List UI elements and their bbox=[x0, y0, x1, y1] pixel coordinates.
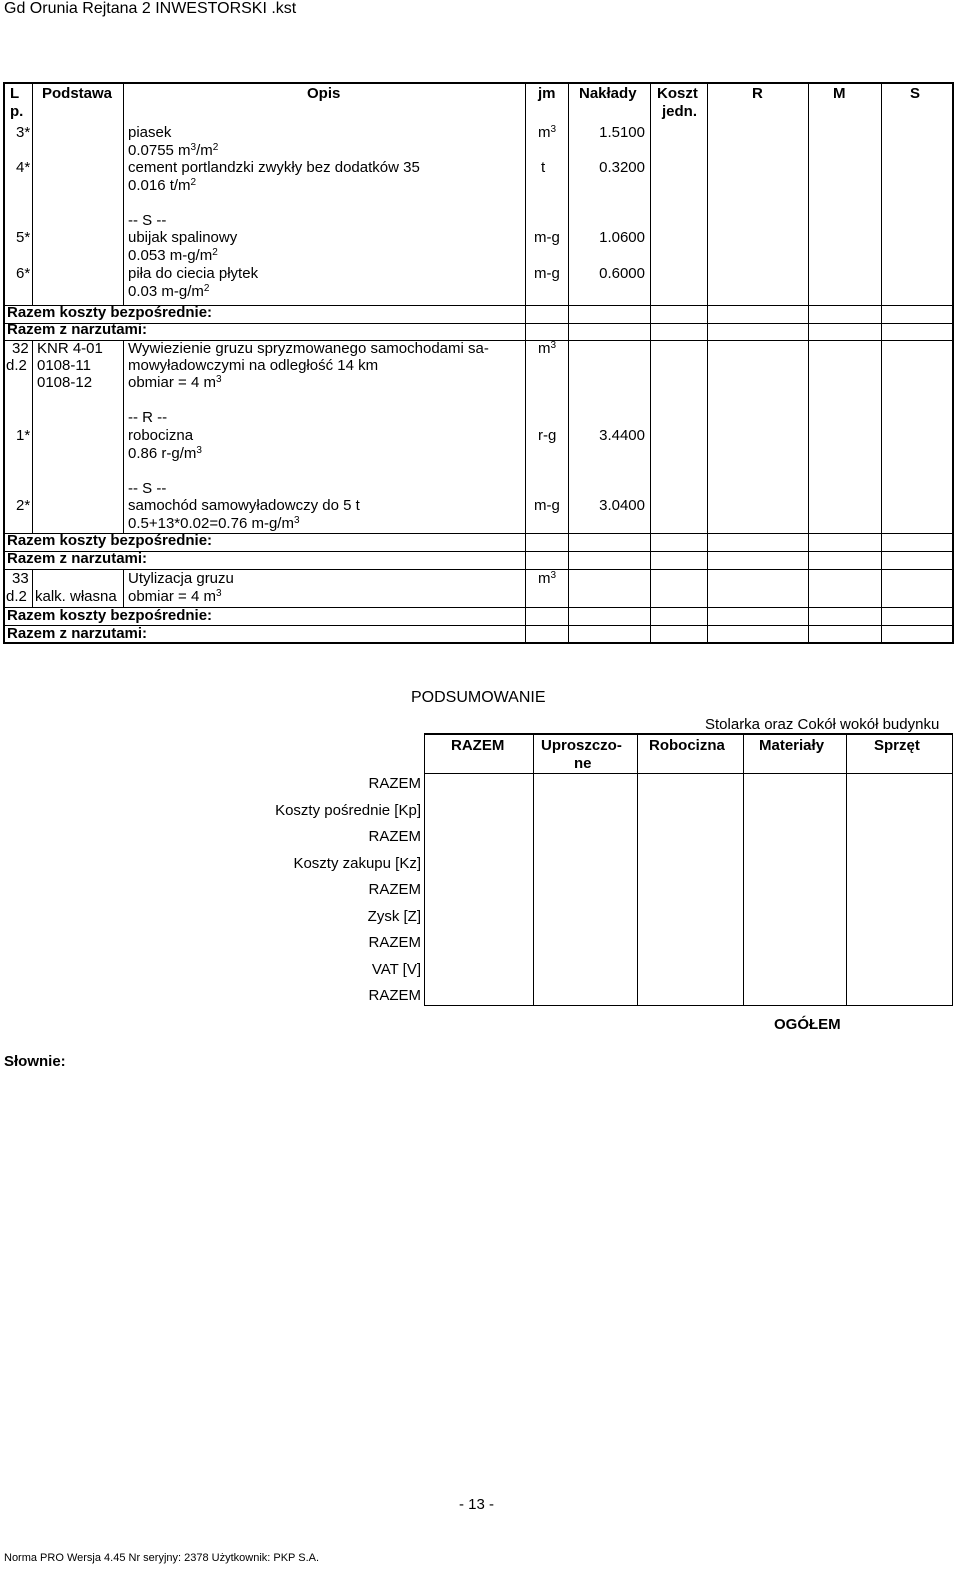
summary-label-razem: RAZEM bbox=[368, 987, 421, 1004]
row-lp: 1* bbox=[16, 427, 31, 444]
razem-z-narzutami: Razem z narzutami: bbox=[7, 625, 148, 642]
position-obmiar: obmiar = 4 $m^3$ bbox=[128, 588, 222, 605]
row-jm: r-g bbox=[538, 427, 557, 444]
razem-koszty-bezposrednie: Razem koszty bezpośrednie: bbox=[7, 607, 213, 624]
header-opis: Opis bbox=[307, 85, 341, 102]
position-obmiar: obmiar = 4 $m^3$ bbox=[128, 374, 222, 391]
row-lp: 2* bbox=[16, 497, 31, 514]
row-naklady: 1.5100 bbox=[599, 124, 645, 141]
position-jm: $m^3$ bbox=[538, 340, 557, 357]
document-title: Gd Orunia Rejtana 2 INWESTORSKI .kst bbox=[4, 0, 297, 17]
row-opis: robocizna bbox=[128, 427, 194, 444]
position-podstawa: 0108-11 bbox=[37, 357, 91, 374]
row-jm: $m^3$ bbox=[538, 124, 557, 141]
row-formula: 0.5+13*0.02=0.76 $m-g/m^3$ bbox=[128, 515, 300, 532]
summary-col-uproszczone-2: ne bbox=[574, 755, 592, 772]
summary-col-materialy: Materiały bbox=[759, 737, 825, 754]
page-number: - 13 - bbox=[459, 1496, 495, 1513]
row-formula: 0.016 $t/m^2$ bbox=[128, 177, 197, 194]
header-r: R bbox=[752, 85, 763, 102]
razem-z-narzutami: Razem z narzutami: bbox=[7, 321, 148, 338]
row-opis: samochód samowyładowczy do 5 t bbox=[128, 497, 360, 514]
row-formula: 0.86 $r-g/m^3$ bbox=[128, 445, 202, 462]
row-naklady: 3.4400 bbox=[599, 427, 645, 444]
row-lp: 5* bbox=[16, 229, 31, 246]
summary-ogolem: OGÓŁEM bbox=[774, 1016, 841, 1033]
header-koszt-2: jedn. bbox=[662, 103, 698, 120]
position-opis: Wywiezienie gruzu spryzmowanego samochodami sa- bbox=[128, 340, 489, 357]
header-jm: jm bbox=[538, 85, 556, 102]
header-podstawa: Podstawa bbox=[42, 85, 113, 102]
summary-label-razem: RAZEM bbox=[368, 934, 421, 951]
razem-koszty-bezposrednie: Razem koszty bezpośrednie: bbox=[7, 532, 213, 549]
summary-label-razem: RAZEM bbox=[368, 881, 421, 898]
header-lp: L bbox=[10, 85, 20, 102]
header-m: M bbox=[833, 85, 846, 102]
row-opis: piła do ciecia płytek bbox=[128, 265, 259, 282]
position-opis: Utylizacja gruzu bbox=[128, 570, 234, 587]
position-number-d: d.2 bbox=[6, 588, 27, 605]
header-lp-2: p. bbox=[10, 103, 24, 120]
row-jm: t bbox=[541, 159, 546, 176]
position-podstawa: 0108-12 bbox=[37, 374, 93, 391]
row-naklady: 3.0400 bbox=[599, 497, 645, 514]
row-formula: 0.03 $m-g/m^2$ bbox=[128, 283, 210, 300]
section-label-r: -- R -- bbox=[128, 409, 168, 426]
position-jm: $m^3$ bbox=[538, 570, 557, 587]
summary-col-sprzet: Sprzęt bbox=[874, 737, 920, 754]
summary-col-razem: RAZEM bbox=[451, 737, 505, 754]
row-opis: cement portlandzki zwykły bez dodatków 35 bbox=[128, 159, 420, 176]
row-formula: 0.0755 $m^3/m^2$ bbox=[128, 142, 219, 159]
header-koszt: Koszt bbox=[657, 85, 698, 102]
summary-label-razem: RAZEM bbox=[368, 775, 421, 792]
position-number-d: d.2 bbox=[6, 357, 27, 374]
summary-label-kp: Koszty pośrednie [Kp] bbox=[275, 802, 421, 819]
header-s: S bbox=[910, 85, 921, 102]
row-naklady: 0.6000 bbox=[599, 265, 645, 282]
row-naklady: 0.3200 bbox=[599, 159, 645, 176]
summary-title: PODSUMOWANIE bbox=[411, 689, 546, 706]
position-podstawa: kalk. własna bbox=[35, 588, 117, 605]
summary-col-uproszczone: Uproszczo- bbox=[541, 737, 622, 754]
summary-label-vat: VAT [V] bbox=[371, 961, 421, 978]
row-opis: ubijak spalinowy bbox=[128, 229, 238, 246]
razem-koszty-bezposrednie: Razem koszty bezpośrednie: bbox=[7, 304, 213, 321]
summary-label-razem: RAZEM bbox=[368, 828, 421, 845]
row-lp: 4* bbox=[16, 159, 31, 176]
row-naklady: 1.0600 bbox=[599, 229, 645, 246]
row-lp: 3* bbox=[16, 124, 31, 141]
razem-z-narzutami: Razem z narzutami: bbox=[7, 550, 148, 567]
row-formula: 0.053 $m-g/m^2$ bbox=[128, 247, 218, 264]
position-number: 33 bbox=[12, 570, 29, 587]
row-jm: m-g bbox=[534, 497, 560, 514]
header-naklady: Nakłady bbox=[579, 85, 637, 102]
summary-label-kz: Koszty zakupu [Kz] bbox=[293, 855, 421, 872]
summary-col-robocizna: Robocizna bbox=[649, 737, 725, 754]
slownie-label: Słownie: bbox=[4, 1053, 66, 1070]
position-number: 32 bbox=[12, 340, 29, 357]
section-label-s: -- S -- bbox=[128, 212, 167, 229]
row-jm: m-g bbox=[534, 229, 560, 246]
position-podstawa: KNR 4-01 bbox=[37, 340, 103, 357]
position-opis: mowyładowczymi na odległość 14 km bbox=[128, 357, 379, 374]
row-opis: piasek bbox=[128, 124, 172, 141]
summary-subtitle: Stolarka oraz Cokół wokół budynku bbox=[705, 716, 940, 733]
row-jm: m-g bbox=[534, 265, 560, 282]
summary-label-zysk: Zysk [Z] bbox=[367, 908, 421, 925]
footer-text: Norma PRO Wersja 4.45 Nr seryjny: 2378 Użytkownik: PKP S.A. bbox=[4, 1552, 320, 1564]
section-label-s: -- S -- bbox=[128, 480, 167, 497]
row-lp: 6* bbox=[16, 265, 31, 282]
